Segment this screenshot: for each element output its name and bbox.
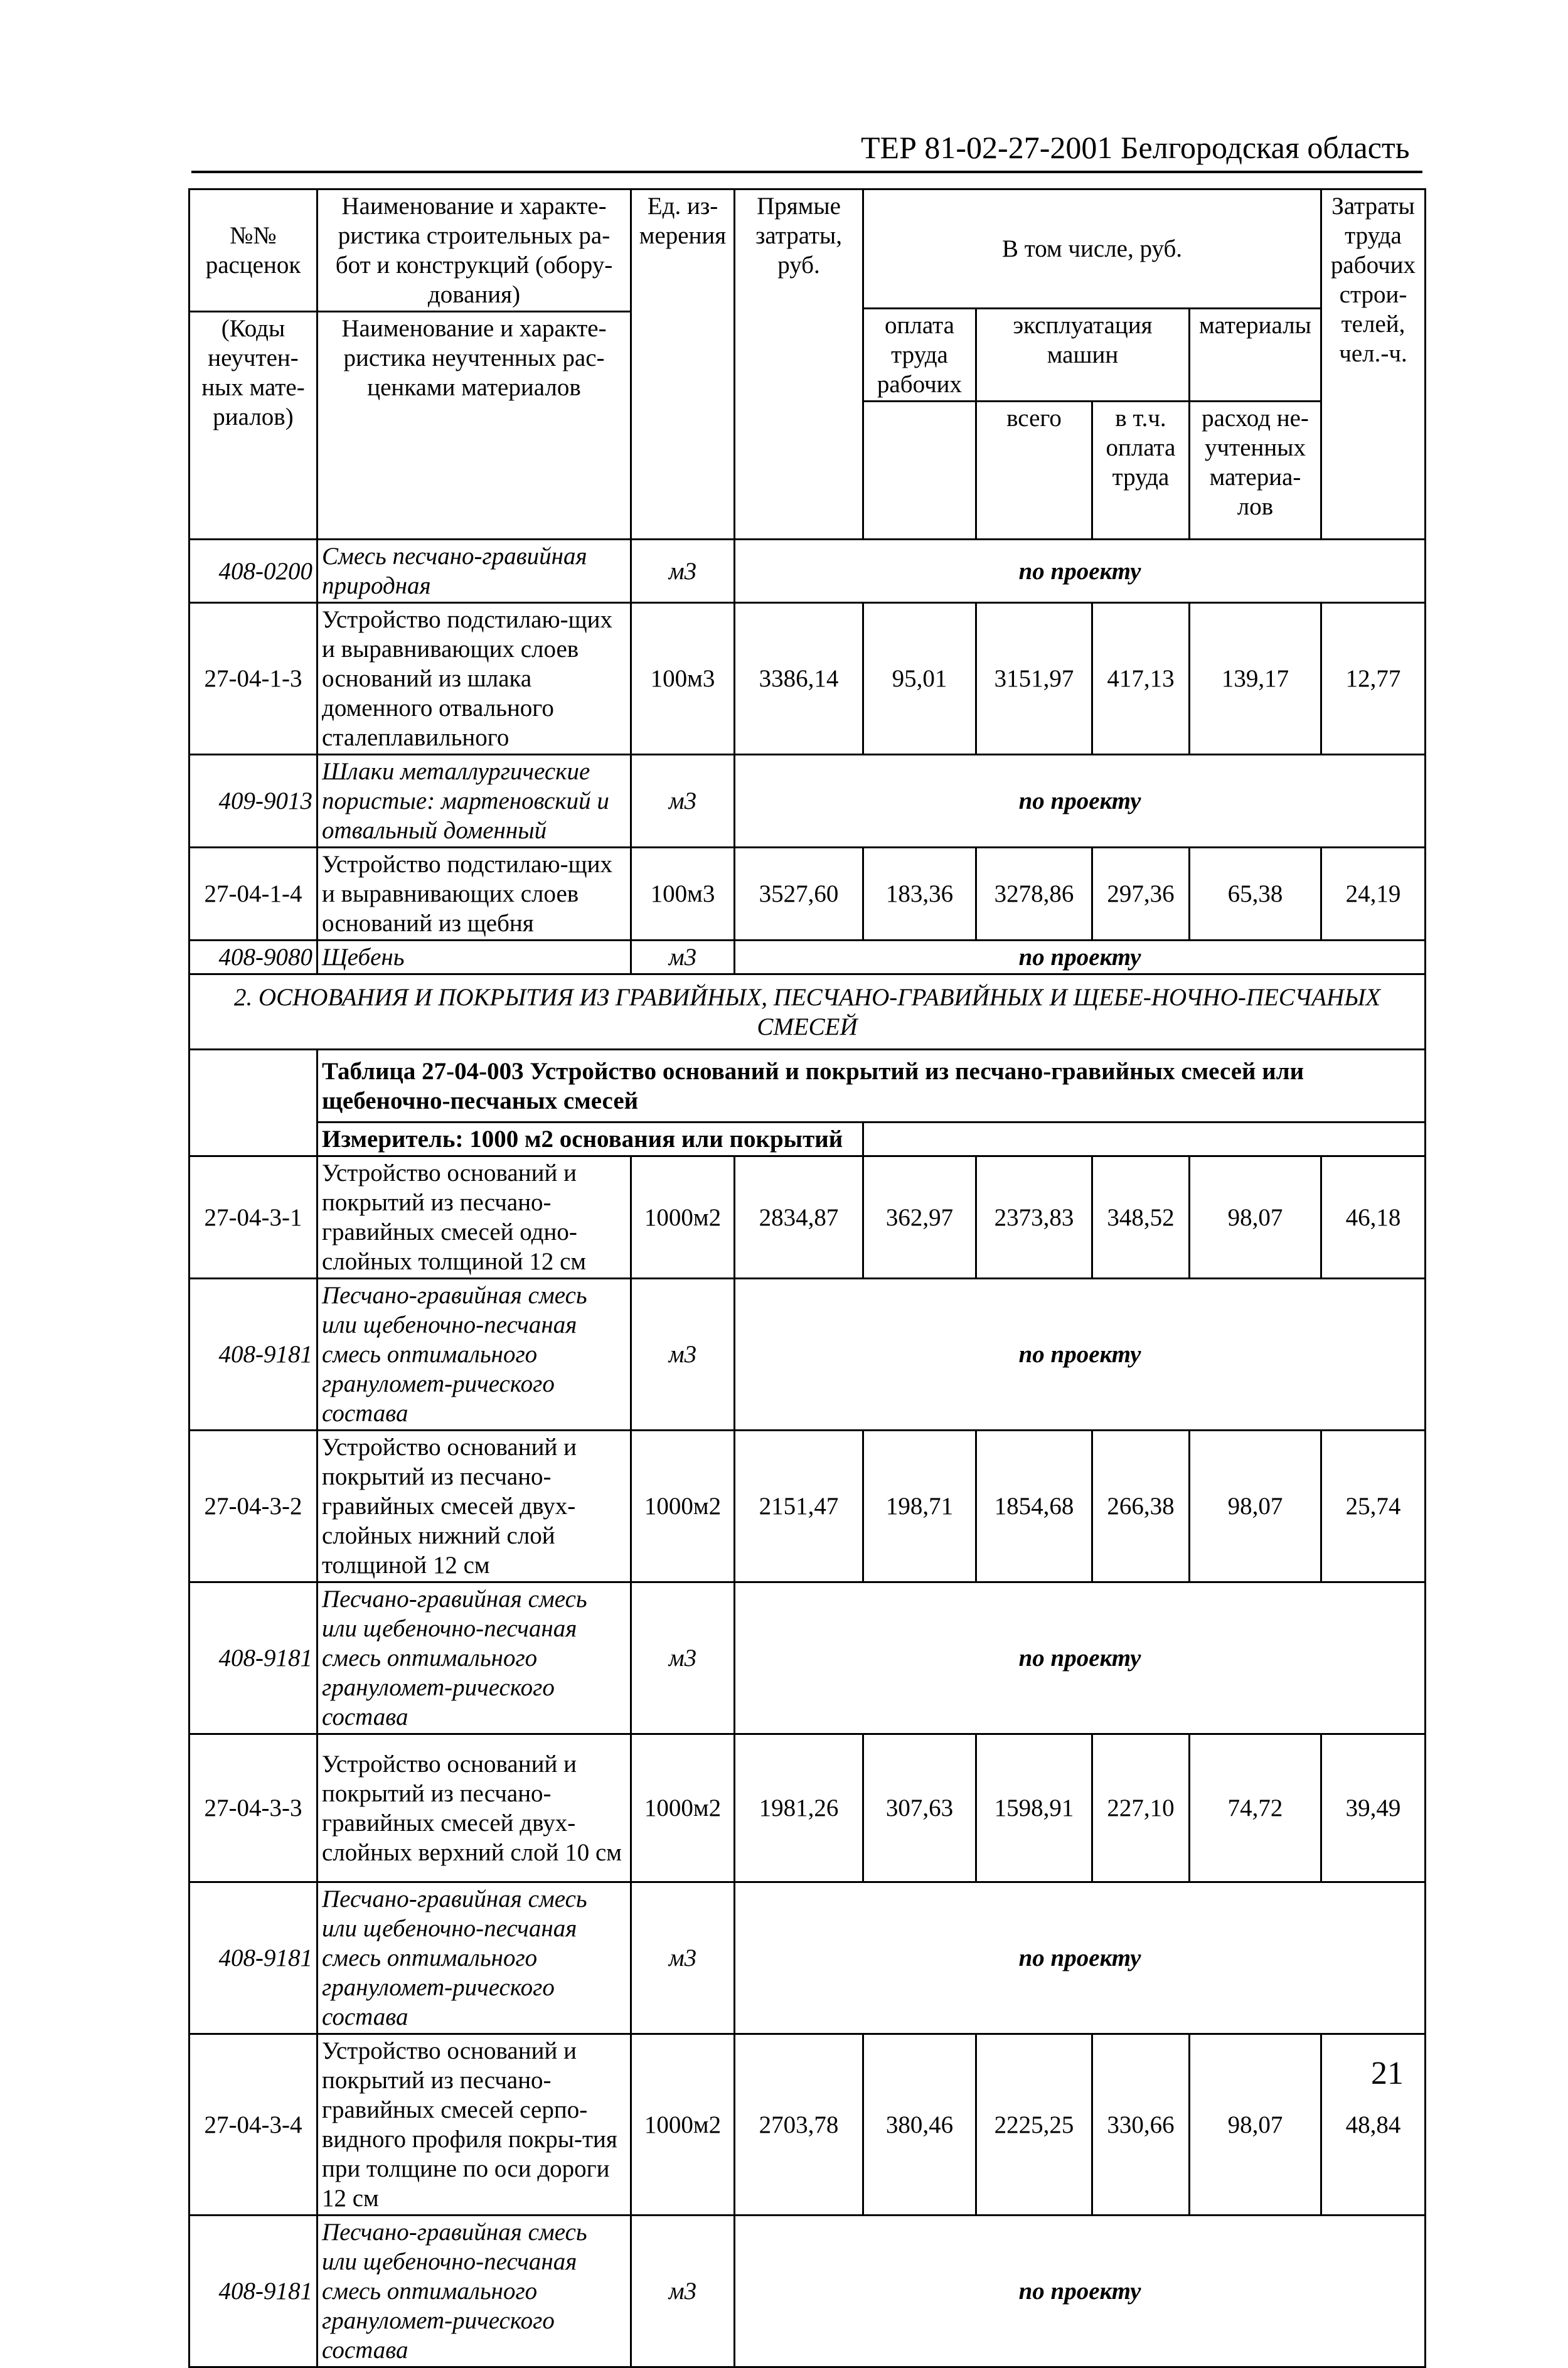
- material-row: [189, 1279, 1426, 1431]
- document-header: ТЕР 81-02-27-2001 Белгородская область: [861, 130, 1410, 165]
- by-project-note: по проекту: [735, 1582, 1426, 1734]
- rate-code: 27-04-3-1: [189, 1156, 317, 1279]
- direct-cost: 3386,14: [735, 603, 863, 755]
- labor-pay: 183,36: [863, 848, 976, 941]
- material-code: 408-9181: [189, 1279, 317, 1431]
- section-title: 2. ОСНОВАНИЯ И ПОКРЫТИЯ ИЗ ГРАВИЙНЫХ, ПЕСЧАНО-ГРАВИЙНЫХ И ЩЕБЕ-НОЧНО-ПЕСЧАНЫХ СМЕСЕЙ: [189, 974, 1426, 1050]
- material-name: Песчано-гравийная смесь или щебеночно-песчаная смесь оптимального грануломет-рического состава: [317, 1882, 631, 2034]
- labor-hours: 25,74: [1321, 1431, 1426, 1582]
- table-title: Таблица 27-04-003 Устройство оснований и покрытий из песчано-гравийных смесей или щебеночно-песчаных смесей: [317, 1050, 1426, 1123]
- by-project-note: по проекту: [735, 1882, 1426, 2034]
- machines-total: 1598,91: [976, 1734, 1092, 1882]
- material-name: Смесь песчано-гравийная природная: [317, 540, 631, 603]
- material-code: 408-9181: [189, 1882, 317, 2034]
- direct-cost: 2151,47: [735, 1431, 863, 1582]
- machines-total: 2225,25: [976, 2034, 1092, 2216]
- col-header-unit: Ед. из-мерения: [631, 189, 735, 540]
- rate-code: 27-04-1-4: [189, 848, 317, 941]
- labor-hours: 24,19: [1321, 848, 1426, 941]
- section-block: [189, 974, 1426, 1156]
- direct-cost: 1981,26: [735, 1734, 863, 1882]
- work-description: Устройство подстилаю-щих и выравнивающих слоев оснований из шлака доменного отвального сталеплавильного: [317, 603, 631, 755]
- rate-row: [189, 603, 1426, 755]
- unit-value: 1000м2: [631, 2034, 735, 2216]
- rate-row: [189, 1734, 1426, 1882]
- header-row-1: [189, 189, 1426, 309]
- col-header-mat-unacc: расход не-учтенных материа-лов: [1190, 402, 1321, 540]
- work-description: Устройство подстилаю-щих и выравнивающих слоев оснований из щебня: [317, 848, 631, 941]
- by-project-note: по проекту: [735, 1279, 1426, 1431]
- work-description: Устройство оснований и покрытий из песчано-гравийных смесей двух-слойных нижний слой толщиной 12 см: [317, 1431, 631, 1582]
- col-header-name2: Наименование и характе-ристика неучтенных рас-ценками материалов: [317, 312, 631, 540]
- labor-pay: 307,63: [863, 1734, 976, 1882]
- unit-value: 100м3: [631, 848, 735, 941]
- col-header-code: №№ расценок: [189, 189, 317, 312]
- labor-hours: 46,18: [1321, 1156, 1426, 1279]
- col-header-materials: материалы: [1190, 309, 1321, 402]
- direct-cost: 2703,78: [735, 2034, 863, 2216]
- col-header-blank: [863, 402, 976, 540]
- machines-labor: 266,38: [1092, 1431, 1190, 1582]
- col-header-mach-total: всего: [976, 402, 1092, 540]
- page-number: 21: [1371, 2056, 1404, 2091]
- machines-labor: 297,36: [1092, 848, 1190, 941]
- unit-value: 100м3: [631, 603, 735, 755]
- material-row: [189, 540, 1426, 603]
- material-name: Песчано-гравийная смесь или щебеночно-песчаная смесь оптимального грануломет-рического состава: [317, 1582, 631, 1734]
- machines-total: 3278,86: [976, 848, 1092, 941]
- material-name: Шлаки металлургические пористые: мартеновский и отвальный доменный: [317, 755, 631, 848]
- section-row: [189, 974, 1426, 1050]
- col-header-name: Наименование и характе-ристика строительных ра-бот и конструкций (обору-дования): [317, 189, 631, 312]
- rate-code: 27-04-3-3: [189, 1734, 317, 1882]
- material-name: Песчано-гравийная смесь или щебеночно-песчаная смесь оптимального грануломет-рического состава: [317, 1279, 631, 1431]
- unit-value: 1000м2: [631, 1734, 735, 1882]
- machines-total: 1854,68: [976, 1431, 1092, 1582]
- material-unit: м3: [631, 2216, 735, 2367]
- header-rule: [191, 171, 1422, 173]
- materials-cost: 98,07: [1190, 1431, 1321, 1582]
- by-project-note: по проекту: [735, 540, 1426, 603]
- col-header-labor: Затраты труда рабочих строи-телей, чел.-ч.: [1321, 189, 1426, 540]
- table-title-row: [189, 1050, 1426, 1123]
- table-body-upper: [189, 189, 1426, 974]
- measure-label: Измеритель: 1000 м2 основания или покрытий: [317, 1123, 863, 1156]
- machines-labor: 330,66: [1092, 2034, 1190, 2216]
- work-description: Устройство оснований и покрытий из песчано-гравийных смесей серпо-видного профиля покры-тия при толщине по оси дороги 12 см: [317, 2034, 631, 2216]
- by-project-note: по проекту: [735, 2216, 1426, 2367]
- labor-pay: 380,46: [863, 2034, 976, 2216]
- work-description: Устройство оснований и покрытий из песчано-гравийных смесей двух-слойных верхний слой 10 см: [317, 1734, 631, 1882]
- rates-table: [188, 188, 1426, 2368]
- col-header-direct: Прямые затраты, руб.: [735, 189, 863, 540]
- col-header-mach-labor: в т.ч. оплата труда: [1092, 402, 1190, 540]
- material-code: 409-9013: [189, 755, 317, 848]
- col-header-code2: (Коды неучтен-ных мате-риалов): [189, 312, 317, 540]
- labor-hours: 48,84: [1321, 2034, 1426, 2216]
- machines-labor: 227,10: [1092, 1734, 1190, 1882]
- table-body-lower: [189, 1156, 1426, 2367]
- materials-cost: 139,17: [1190, 603, 1321, 755]
- measure-blank: [863, 1123, 1426, 1156]
- measure-row: [189, 1123, 1426, 1156]
- work-description: Устройство оснований и покрытий из песчано-гравийных смесей одно-слойных толщиной 12 см: [317, 1156, 631, 1279]
- rate-row: [189, 1156, 1426, 1279]
- labor-hours: 39,49: [1321, 1734, 1426, 1882]
- rate-row: [189, 1431, 1426, 1582]
- material-code: 408-9181: [189, 1582, 317, 1734]
- rate-row: [189, 848, 1426, 941]
- labor-hours: 12,77: [1321, 603, 1426, 755]
- unit-value: 1000м2: [631, 1431, 735, 1582]
- labor-pay: 95,01: [863, 603, 976, 755]
- material-row: [189, 941, 1426, 974]
- machines-labor: 417,13: [1092, 603, 1190, 755]
- material-name: Щебень: [317, 941, 631, 974]
- material-unit: м3: [631, 540, 735, 603]
- unit-value: 1000м2: [631, 1156, 735, 1279]
- material-row: [189, 1882, 1426, 2034]
- material-unit: м3: [631, 1582, 735, 1734]
- col-header-labor-pay: оплата труда рабочих: [863, 309, 976, 402]
- rate-row: [189, 2034, 1426, 2216]
- material-unit: м3: [631, 755, 735, 848]
- machines-total: 2373,83: [976, 1156, 1092, 1279]
- direct-cost: 3527,60: [735, 848, 863, 941]
- table-title-blank: [189, 1050, 317, 1156]
- labor-pay: 362,97: [863, 1156, 976, 1279]
- rate-code: 27-04-1-3: [189, 603, 317, 755]
- materials-cost: 98,07: [1190, 1156, 1321, 1279]
- col-header-incl: В том числе, руб.: [863, 189, 1321, 309]
- material-row: [189, 755, 1426, 848]
- materials-cost: 65,38: [1190, 848, 1321, 941]
- labor-pay: 198,71: [863, 1431, 976, 1582]
- col-header-machines: эксплуатация машин: [976, 309, 1190, 402]
- material-unit: м3: [631, 1279, 735, 1431]
- rate-code: 27-04-3-4: [189, 2034, 317, 2216]
- material-unit: м3: [631, 941, 735, 974]
- rate-code: 27-04-3-2: [189, 1431, 317, 1582]
- by-project-note: по проекту: [735, 755, 1426, 848]
- material-row: [189, 1582, 1426, 1734]
- material-row: [189, 2216, 1426, 2367]
- material-code: 408-0200: [189, 540, 317, 603]
- by-project-note: по проекту: [735, 941, 1426, 974]
- materials-cost: 74,72: [1190, 1734, 1321, 1882]
- machines-labor: 348,52: [1092, 1156, 1190, 1279]
- direct-cost: 2834,87: [735, 1156, 863, 1279]
- material-code: 408-9080: [189, 941, 317, 974]
- machines-total: 3151,97: [976, 603, 1092, 755]
- material-unit: м3: [631, 1882, 735, 2034]
- material-code: 408-9181: [189, 2216, 317, 2367]
- materials-cost: 98,07: [1190, 2034, 1321, 2216]
- material-name: Песчано-гравийная смесь или щебеночно-песчаная смесь оптимального грануломет-рического состава: [317, 2216, 631, 2367]
